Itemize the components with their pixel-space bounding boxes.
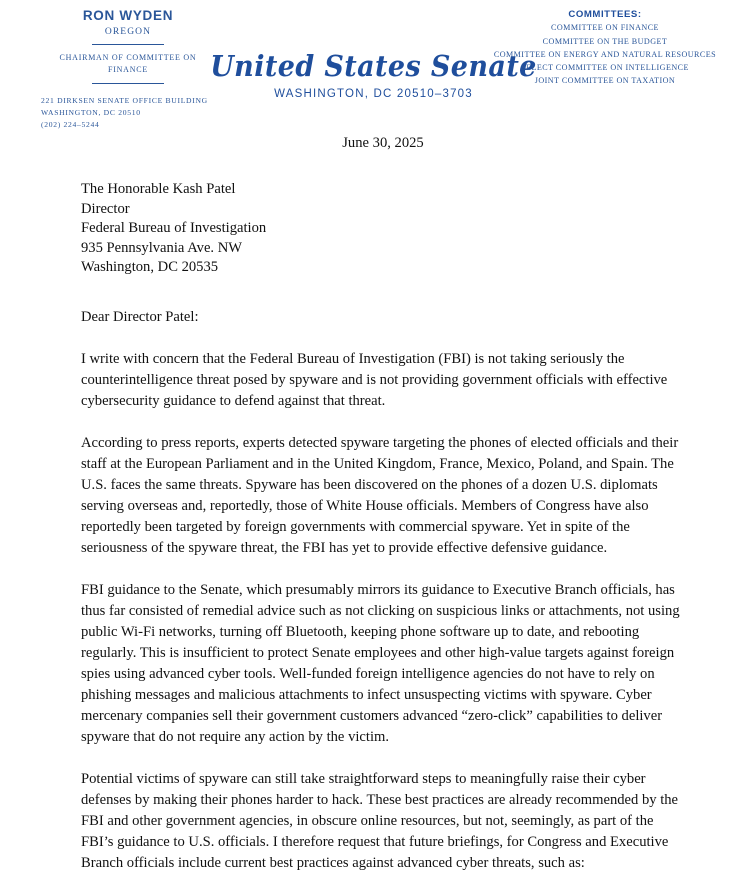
senate-location: WASHINGTON, DC 20510–3703 bbox=[274, 88, 473, 100]
office-address-line-1: 221 DIRKSEN SENATE OFFICE BUILDING bbox=[41, 96, 208, 105]
committee-item: COMMITTEE ON FINANCE bbox=[551, 23, 659, 33]
committee-role-line-1: CHAIRMAN OF COMMITTEE ON bbox=[59, 53, 197, 63]
body-paragraph: I write with concern that the Federal Bureau of Investigation (FBI) is not taking seriously the counterintelligence threat posed by spyware and is not providing government officials with effective cybersecurity guidance to defend against that threat. bbox=[81, 350, 668, 409]
recipient-title: Director bbox=[81, 200, 130, 217]
letter-body bbox=[81, 133, 681, 888]
committee-role-line-2: FINANCE bbox=[108, 65, 148, 75]
recipient-address-block bbox=[81, 180, 681, 278]
letter-date: June 30, 2025 bbox=[342, 135, 424, 151]
divider-rule-top bbox=[92, 44, 164, 45]
letterhead bbox=[0, 0, 747, 132]
recipient-organization: Federal Bureau of Investigation bbox=[81, 220, 267, 236]
letterhead-left-block bbox=[28, 8, 228, 91]
body-paragraph: FBI guidance to the Senate, which presumably mirrors its guidance to Executive Branch officials, has thus far consisted of remedial advice such as not clicking on suspicious links or attachments, not using public Wi-Fi networks, turning off Bluetooth, keeping phone software up to date, and rebooting regularly. This is insufficient to protect Senate employees and other high-value targets against foreign spies using advanced cyber tools. Well-funded foreign intelligence agencies do not have to rely on phishing messages and malicious attachments to infect unsuspecting victims with spyware. Cyber mercenary companies sell their government customers advanced “zero-click” capabilities to deliver spyware that do not require any action by the victim. bbox=[81, 581, 680, 745]
body-paragraph: Potential victims of spyware can still take straightforward steps to meaningfully raise their cyber defenses by making their phones harder to hack. These best practices are already recommended by the FBI and other government agencies, in obscure online resources, but not, seemingly, as part of the FBI’s guidance to U.S. officials. I therefore request that future briefings, for Congress and Executive Branch officials include current best practices against advanced cyber threats, such as: bbox=[81, 770, 679, 871]
senator-name: RON WYDEN bbox=[82, 8, 174, 23]
recipient-city-state-zip: Washington, DC 20535 bbox=[81, 259, 219, 275]
body-paragraph: According to press reports, experts detected spyware targeting the phones of elected officials and their staff at the European Parliament and in the United Kingdom, France, Mexico, Poland, and Spain. The U.S. faces the same threats. Spyware has been discovered on the phones of a dozen U.S. diplomats serving overseas and, reportedly, those of White House officials. Members of Congress have also reportedly been targeted by foreign governments with commercial spyware. Yet in spite of the seriousness of the spyware threat, the FBI has yet to provide effective defensive guidance. bbox=[81, 434, 679, 556]
senator-state: OREGON bbox=[104, 27, 152, 38]
committee-item: SELECT COMMITTEE ON INTELLIGENCE bbox=[521, 62, 689, 72]
office-address-line-2: WASHINGTON, DC 20510 bbox=[41, 107, 141, 117]
recipient-name: The Honorable Kash Patel bbox=[81, 181, 236, 197]
committee-item: JOINT COMMITTEE ON TAXATION bbox=[534, 75, 676, 85]
committees-block bbox=[485, 9, 725, 87]
committees-heading: COMMITTEES: bbox=[568, 9, 642, 20]
salutation: Dear Director Patel: bbox=[81, 308, 199, 325]
office-address-block bbox=[41, 95, 208, 130]
committee-item: COMMITTEE ON THE BUDGET bbox=[542, 36, 668, 46]
office-phone-number: (202) 224–5244 bbox=[41, 119, 100, 129]
recipient-street: 935 Pennsylvania Ave. NW bbox=[81, 239, 243, 256]
committee-item: COMMITTEE ON ENERGY AND NATURAL RESOURCES bbox=[493, 49, 717, 59]
divider-rule-bottom bbox=[92, 83, 164, 84]
senate-title: United States Senate bbox=[210, 49, 537, 84]
